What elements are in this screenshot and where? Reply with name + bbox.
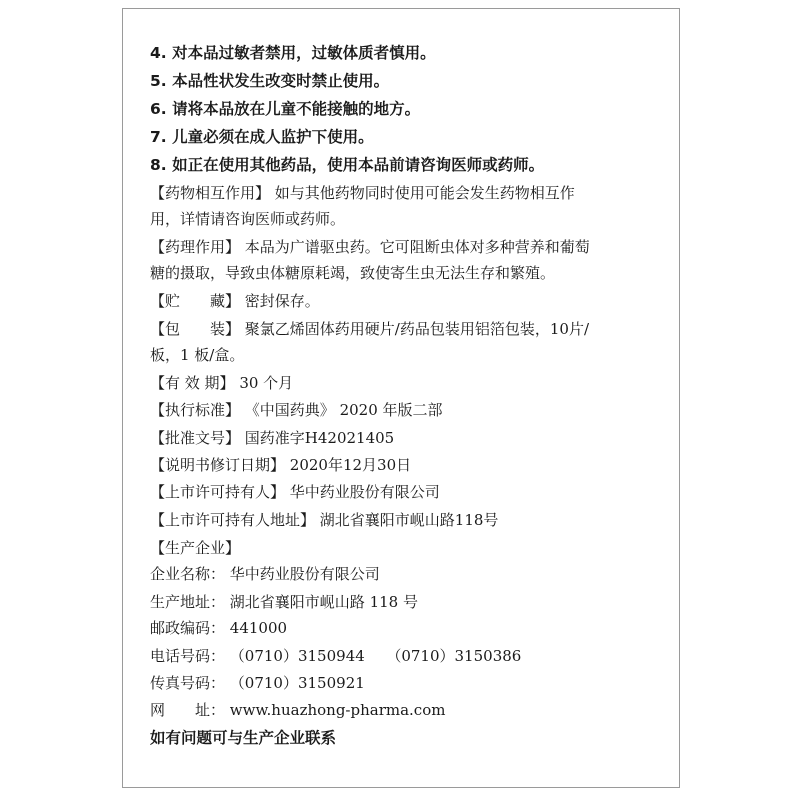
standard-label: 【执行标准】: [150, 401, 241, 419]
packaging-text: 聚氯乙烯固体药用硬片/药品包装用铝箔包装，10片/: [244, 320, 589, 338]
pharmacology-label: 【药理作用】: [150, 238, 241, 256]
standard-value: 《中国药典》 2020 年版二部: [244, 401, 443, 419]
revision-value: 2020年12月30日: [289, 456, 412, 474]
manufacturer-company-row: [150, 563, 380, 585]
packaging-text-cont: 板，1 板/盒。: [150, 346, 245, 364]
packaging-section: [150, 318, 589, 340]
storage-section: [150, 290, 320, 312]
pharmacology-text-cont: 糖的摄取，导致虫体糖原耗竭，致使寄生虫无法生存和繁殖。: [150, 264, 556, 282]
interactions-section: [150, 182, 575, 204]
pharmacology-text: 本品为广谱驱虫药。它可阻断虫体对多种营养和葡萄: [244, 238, 590, 256]
warning-item: 4. 对本品过敏者禁用，过敏体质者慎用。: [150, 44, 436, 62]
holder-value: 华中药业股份有限公司: [289, 483, 440, 501]
revision-label: 【说明书修订日期】: [150, 456, 286, 474]
phone-value-1: （0710）3150944: [229, 647, 365, 665]
holder-address-value: 湖北省襄阳市岘山路118号: [319, 511, 499, 529]
storage-value: 密封保存。: [244, 292, 320, 310]
holder-section: [150, 481, 440, 503]
warning-item: 7. 儿童必须在成人监护下使用。: [150, 128, 374, 146]
fax-label: 传真号码：: [150, 674, 226, 692]
storage-label: 【贮 藏】: [150, 292, 241, 310]
holder-address-label: 【上市许可持有人地址】: [150, 511, 316, 529]
pharmacology-section: [150, 236, 590, 258]
shelf-life-value: 30 个月: [239, 374, 294, 392]
manufacturer-fax-row: [150, 672, 365, 694]
warning-item: 6. 请将本品放在儿童不能接触的地方。: [150, 100, 421, 118]
postcode-label: 邮政编码：: [150, 619, 226, 637]
interactions-text-cont: 用，详情请咨询医师或药师。: [150, 210, 346, 228]
contact-note: 如有问题可与生产企业联系: [150, 729, 337, 747]
address-value: 湖北省襄阳市岘山路 118 号: [229, 593, 418, 611]
shelf-life-label: 【有 效 期】: [150, 374, 235, 392]
phone-label: 电话号码：: [150, 647, 226, 665]
standard-section: [150, 399, 443, 421]
interactions-label: 【药物相互作用】: [150, 184, 271, 202]
approval-label: 【批准文号】: [150, 429, 241, 447]
company-value: 华中药业股份有限公司: [229, 565, 380, 583]
approval-value: 国药准字H42021405: [244, 429, 395, 447]
packaging-label: 【包 装】: [150, 320, 241, 338]
manufacturer-web-row: [150, 699, 445, 721]
approval-section: [150, 427, 394, 449]
manufacturer-postcode-row: [150, 617, 287, 639]
revision-section: [150, 454, 411, 476]
warning-item: 5. 本品性状发生改变时禁止使用。: [150, 72, 390, 90]
manufacturer-address-row: [150, 591, 418, 613]
web-label: 网 址：: [150, 701, 226, 719]
manufacturer-phone-row: [150, 645, 521, 667]
shelf-life-section: [150, 372, 293, 394]
phone-value-2: （0710）3150386: [386, 647, 522, 665]
manufacturer-label: 【生产企业】: [150, 539, 241, 557]
web-value: www.huazhong-pharma.com: [229, 701, 446, 719]
address-label: 生产地址：: [150, 593, 226, 611]
holder-label: 【上市许可持有人】: [150, 483, 286, 501]
holder-address-section: [150, 509, 498, 531]
leaflet-border: [122, 8, 680, 788]
fax-value: （0710）3150921: [229, 674, 365, 692]
postcode-value: 441000: [229, 619, 288, 637]
company-label: 企业名称：: [150, 565, 226, 583]
warning-item: 8. 如正在使用其他药品，使用本品前请咨询医师或药师。: [150, 156, 545, 174]
interactions-text: 如与其他药物同时使用可能会发生药物相互作: [274, 184, 575, 202]
